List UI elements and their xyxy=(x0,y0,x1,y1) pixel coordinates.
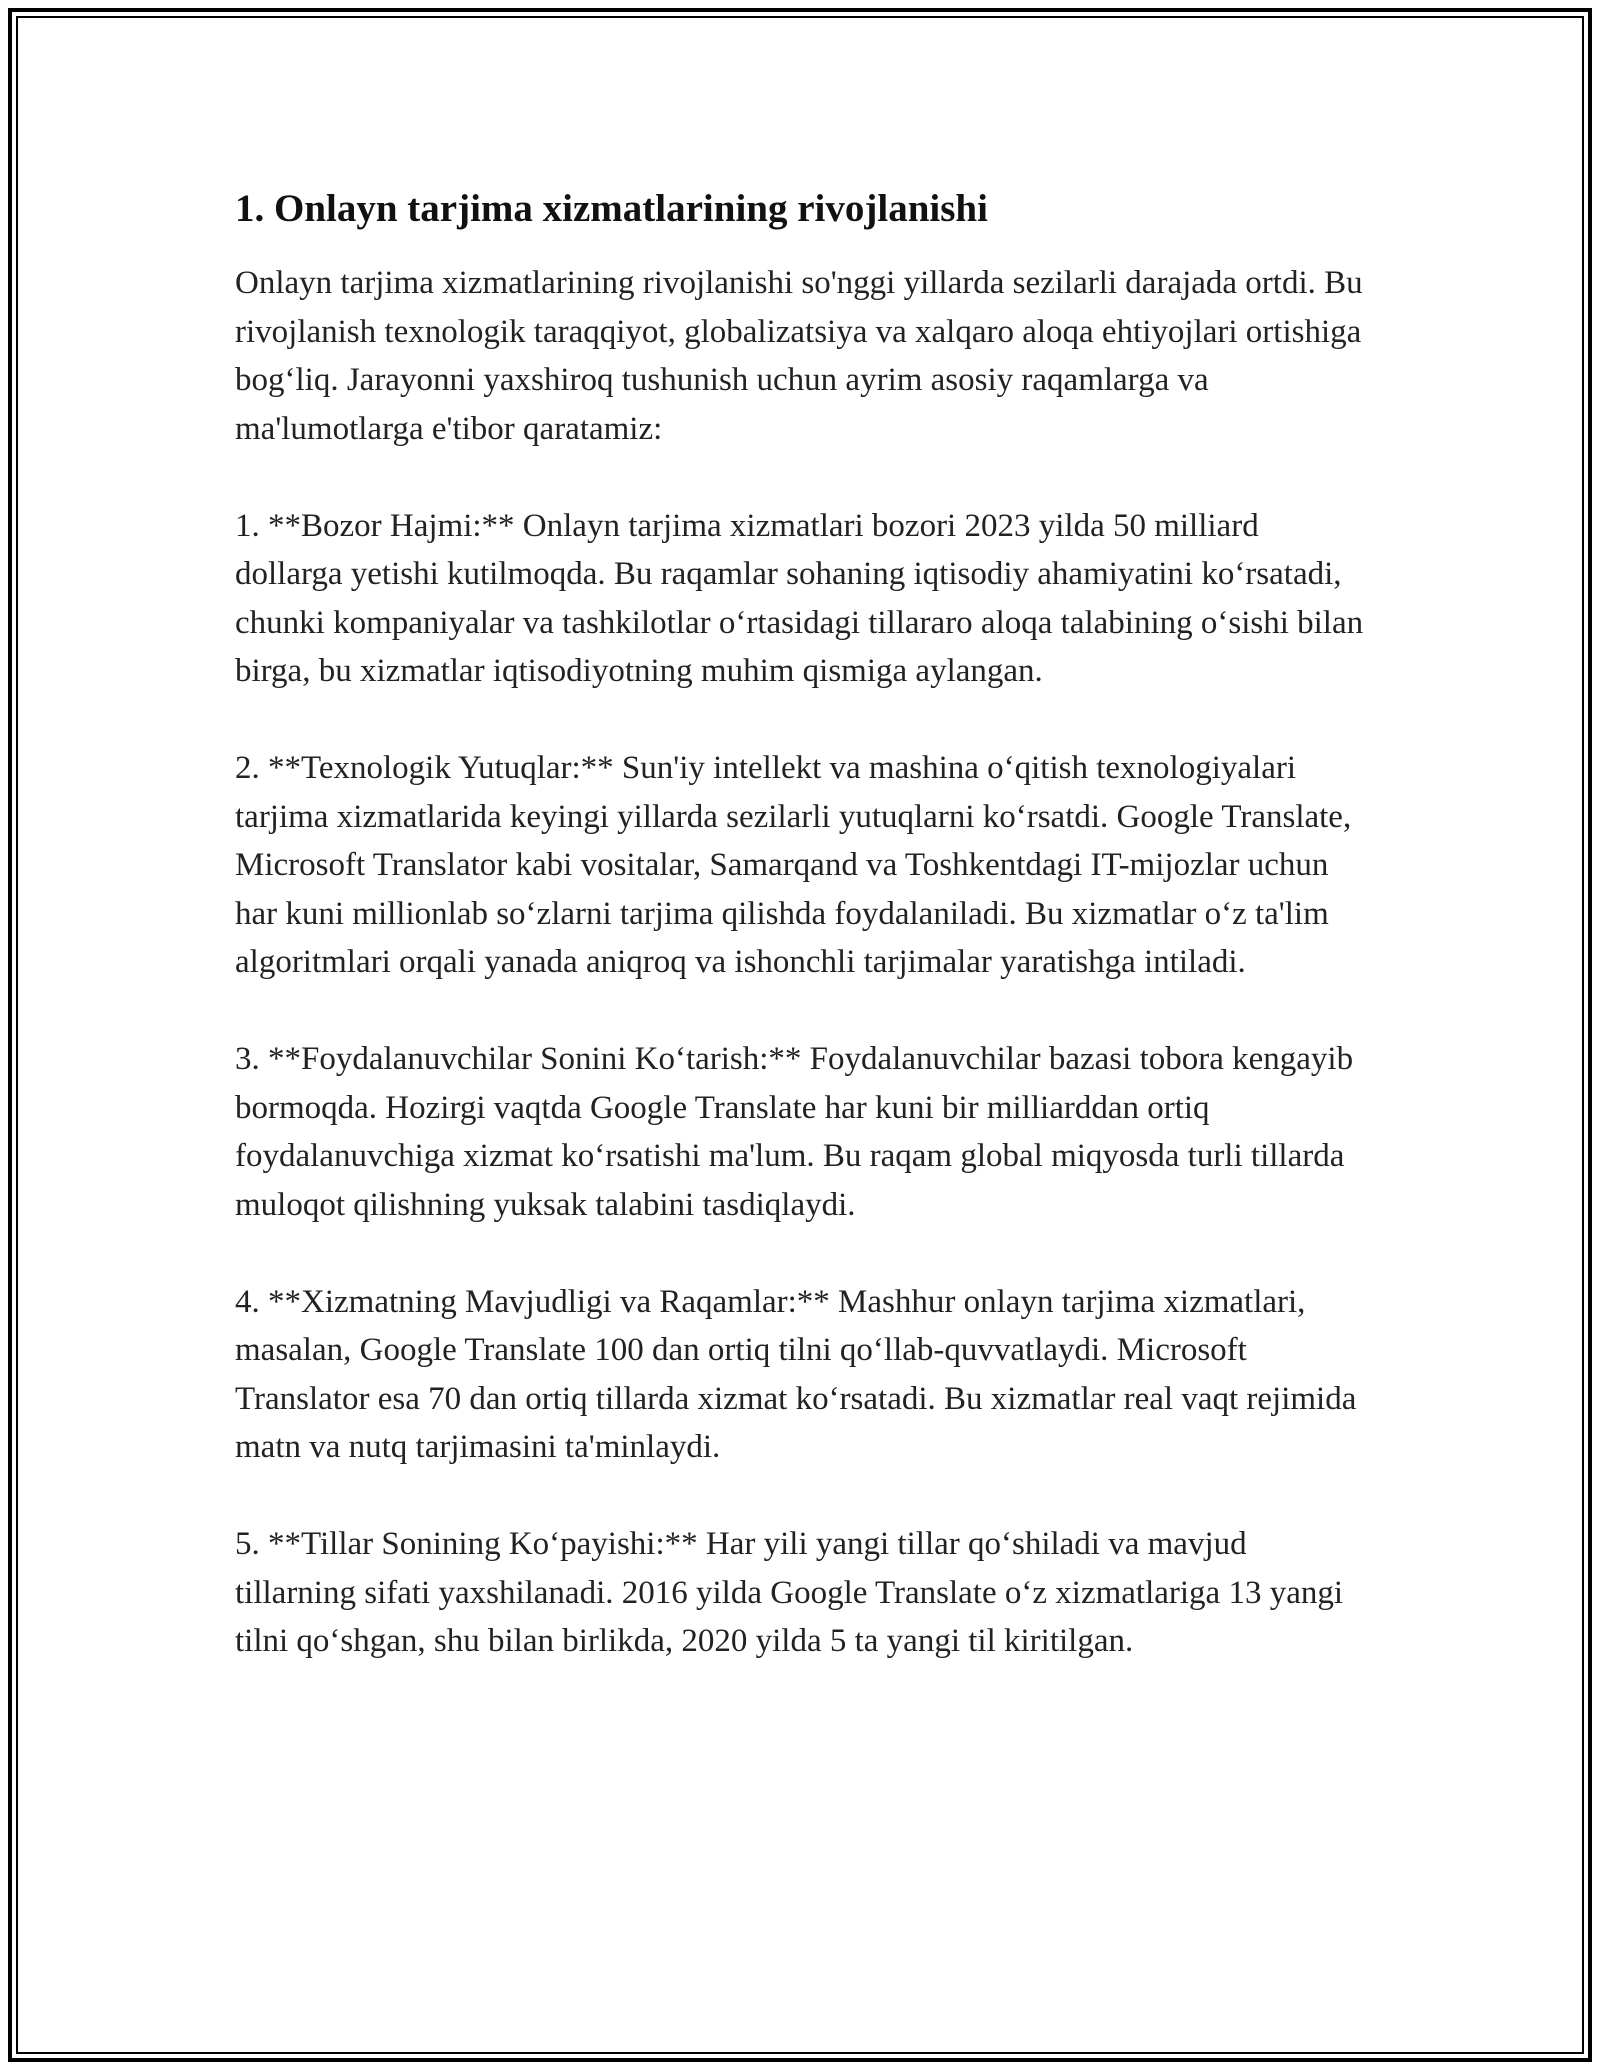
list-item: 4. **Xizmatning Mavjudligi va Raqamlar:** Mashhur onlayn tarjima xizmatlari, masalan, Google Translate 100 dan ortiq tilni qoʻllab-quvvatlaydi. Microsoft Translator esa 70 dan ortiq tillarda xizmat koʻrsatadi. Bu xizmatlar real vaqt rejimida matn va nutq tarjimasini ta'minlaydi. xyxy=(235,1283,1357,1465)
list-item: 1. **Bozor Hajmi:** Onlayn tarjima xizmatlari bozori 2023 yilda 50 milliard dollarga yetishi kutilmoqda. Bu raqamlar sohaning iqtisodiy ahamiyatini koʻrsatadi, chunki kompaniyalar va tashkilotlar oʻrtasidagi tillararo aloqa talabining oʻsishi bilan birga, bu xizmatlar iqtisodiyotning muhim qismiga aylangan. xyxy=(235,507,1364,689)
list-item: 3. **Foydalanuvchilar Sonini Koʻtarish:** Foydalanuvchilar bazasi tobora kengayib bormoqda. Hozirgi vaqtda Google Translate har kuni bir milliarddan ortiq foydalanuvchiga xizmat koʻrsatishi ma'lum. Bu raqam global miqyosda turli tillarda muloqot qilishning yuksak talabini tasdiqlaydi. xyxy=(235,1041,1354,1223)
document-title: 1. Onlayn tarjima xizmatlarining rivojlanishi xyxy=(235,187,988,230)
intro-paragraph: Onlayn tarjima xizmatlarining rivojlanishi so'nggi yillarda sezilarli darajada ortdi. Bu rivojlanish texnologik taraqqiyot, globalizatsiya va xalqaro aloqa ehtiyojlari ortishiga bogʻliq. Jarayonni yaxshiroq tushunish uchun ayrim asosiy raqamlarga va ma'lumotlarga e'tibor qaratamiz: xyxy=(235,265,1363,447)
list-item: 2. **Texnologik Yutuqlar:** Sun'iy intellekt va mashina oʻqitish texnologiyalari tarjima xizmatlarida keyingi yillarda sezilarli yutuqlarni koʻrsatdi. Google Translate, Microsoft Translator kabi vositalar, Samarqand va Toshkentdagi IT-mijozlar uchun har kuni millionlab soʻzlarni tarjima qilishda foydalaniladi. Bu xizmatlar oʻz ta'lim algoritmlari orqali yanada aniqroq va ishonchli tarjimalar yaratishga intiladi. xyxy=(235,750,1352,980)
list-item: 5. **Tillar Sonining Koʻpayishi:** Har yili yangi tillar qoʻshiladi va mavjud tillarning sifati yaxshilanadi. 2016 yilda Google Translate oʻz xizmatlariga 13 yangi tilni qoʻshgan, shu bilan birlikda, 2020 yilda 5 ta yangi til kiritilgan. xyxy=(235,1526,1344,1659)
document-body xyxy=(235,185,1365,1714)
